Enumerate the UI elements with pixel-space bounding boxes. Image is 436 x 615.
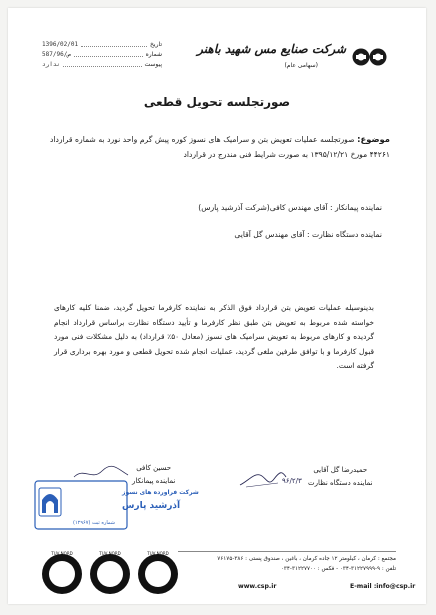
company-name: شرکت صنایع مس شهید باهنر xyxy=(197,42,346,56)
supervisor-signature-block xyxy=(308,464,373,490)
company-logo xyxy=(352,44,390,70)
meta-number-label: شماره xyxy=(145,51,162,58)
footer-website-link[interactable]: www.csp.ir xyxy=(238,583,277,590)
document-title: صورتجلسه تحویل قطعی xyxy=(143,95,291,109)
footer-divider xyxy=(178,551,396,552)
meta-date-label: تاریخ xyxy=(150,41,162,48)
footer-email-link[interactable]: E-mail :info@csp.ir xyxy=(350,583,416,590)
supervisor-handwritten-signature xyxy=(238,463,308,491)
supervisor-signer-name: حمیدرضا گل آقایی xyxy=(313,466,368,474)
company-type: (سهامی عام) xyxy=(284,62,318,69)
supervisor-representative: نماینده دستگاه نظارت : آقای مهندس گل آقایی xyxy=(234,230,382,239)
badge-1-label: TUV NORD xyxy=(51,551,73,556)
signature-date: ۹۶/۲/۳ xyxy=(282,477,302,485)
contractor-signer-name: حسین کافی xyxy=(136,464,172,472)
stamp-logo-icon xyxy=(39,488,61,516)
stamp-line-2: آذرشید پارس xyxy=(122,501,181,511)
subject-text: صورتجلسه عملیات تعویض بتن و سرامیک های نسوز کوره پیش گرم واحد نورد به شماره قرارداد ۴۴۲۶۱ مورخ ۱۳۹۵/۱۲/۲۱ به صورت شرایط فنی مندرج در قرارداد xyxy=(50,135,390,159)
subject-label: موضوع: xyxy=(357,134,390,144)
contractor-signature-block xyxy=(132,462,175,488)
footer-phone: تلفن : ۹-۳۱۲۲۷۹۹۹-۰۳۴ - فکس : ۳۱۲۲۷۷۰۰-۰۳۴ xyxy=(280,566,396,572)
contractor-representative: نماینده پیمانکار : آقای مهندس کافی(شرکت آذرشید پارس) xyxy=(198,203,382,212)
meta-date-value: 1396/02/01 xyxy=(42,41,79,48)
meta-date-row xyxy=(42,40,162,50)
letter-meta xyxy=(42,40,162,70)
meta-number-row xyxy=(42,50,162,60)
subject-paragraph xyxy=(50,132,390,162)
badge-3-icon xyxy=(138,551,178,594)
footer-address-block xyxy=(176,554,396,574)
footer-address: مجتمع : کرمان ، کیلومتر ۱۲ جاده کرمان ، باغین ، صندوق پستی : ۳۸۶-۷۶۱۷۵ xyxy=(217,556,396,562)
certification-badges xyxy=(40,546,180,598)
badge-2-label: TUV NORD xyxy=(99,551,121,556)
meta-attachment-label: پیوست xyxy=(144,61,162,68)
meta-attachment-value: ندارد xyxy=(42,61,61,68)
meta-number-value: 587/ص/96 xyxy=(42,51,71,58)
contractor-signer-role: نماینده پیمانکار xyxy=(132,477,176,485)
stamp-line-3: شماره ثبت (۱۲۹۶۷) xyxy=(73,520,115,526)
stamp-line-1: شرکت فراورده های نسوز xyxy=(122,489,199,496)
supervisor-signer-role: نماینده دستگاه نظارت xyxy=(308,479,373,487)
badge-3-label: TUV NORD xyxy=(147,551,169,556)
badge-2-icon xyxy=(90,551,130,594)
meta-attachment-row xyxy=(42,60,162,70)
badge-1-icon xyxy=(42,551,82,594)
letter-page xyxy=(8,8,426,604)
body-paragraph: بدینوسیله عملیات تعویض بتن قرارداد فوق الذکر به نماینده کارفرما تحویل گردید، ضمنا کلیه کارهای خواسته شده مربوط به تعویض بتن طبق نظر کارفرما و تأیید دستگاه نظارت براساس قرارداد انجام گردیده و کارهای مربوط به تعویض سرامیک های نسوز (معادل ۵۰٪ قرارداد) به دلیل مشکلات فنی مورد قبول کارفرما و با توافق طرفین ملغی گردید، عملیات انجام شده تحویل قطعی و مورد بهره برداری قرار گرفته است. xyxy=(54,303,374,371)
